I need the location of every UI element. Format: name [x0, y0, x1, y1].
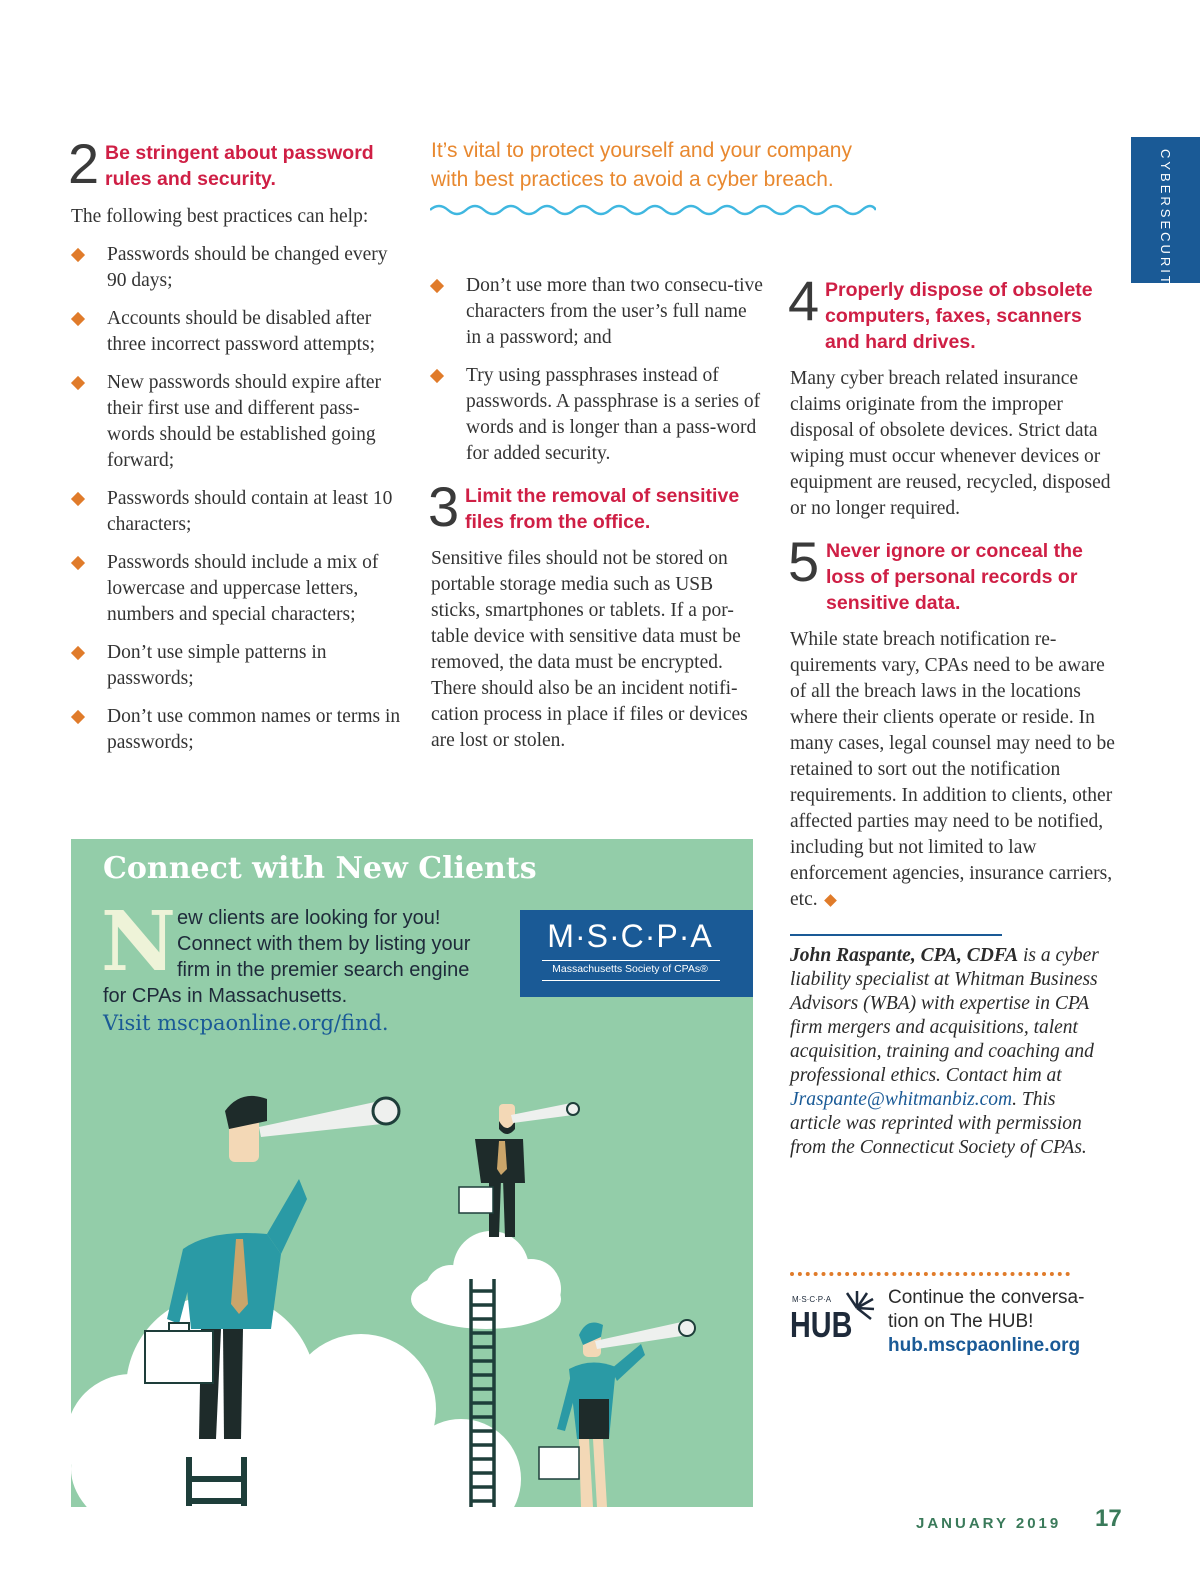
list-item-text: New passwords should expire after their first use and different pass-words should be established going forward; [107, 372, 382, 471]
pull-quote-line: It’s vital to protect yourself and your company [431, 139, 852, 162]
section-2-heading-line: rules and security. [105, 168, 276, 190]
list-item [71, 306, 406, 358]
list-item [71, 370, 406, 474]
section-tab [1131, 137, 1200, 299]
list-item-text: Passwords should contain at least 10 characters; [107, 488, 393, 535]
section-4-number: 4 [788, 269, 820, 332]
section-2-number: 2 [68, 132, 100, 195]
pull-quote [431, 136, 951, 194]
section-4-heading-line: computers, faxes, scanners [825, 305, 1082, 327]
hub-burst-icon [838, 1289, 876, 1327]
list-item-text: Passwords should be changed every 90 days; [107, 244, 388, 291]
wave-divider [430, 200, 876, 220]
section-4-heading-line: Properly dispose of obsolete [825, 279, 1093, 301]
pull-quote-line: with best practices to avoid a cyber breach. [431, 168, 834, 191]
page-number: 17 [1095, 1505, 1122, 1532]
author-bio [790, 944, 1110, 1160]
diamond-bullet-icon [71, 376, 85, 390]
hub-logo [790, 1287, 880, 1347]
diamond-bullet-icon [71, 492, 85, 506]
list-item-text: Don’t use simple patterns in passwords; [107, 642, 327, 689]
list-item [71, 704, 406, 756]
dropcap-spacer [103, 905, 177, 983]
section-5-body-text: While state breach notification re-quirements vary, CPAs need to be aware of all the breach laws in the locations where their clients operate or reside. In many cases, legal counsel may need to be retained to sort out the notification requirements. In addition to clients, other affected parties may need to be notified, including but not limited to law enforcement agencies, insurance carriers, etc. [790, 629, 1115, 910]
diamond-bullet-icon [430, 369, 444, 383]
mscpa-logo-main: M·S·C·P·A [547, 918, 713, 954]
businesswoman-icon [539, 1320, 695, 1507]
section-2-intro: The following best practices can help: [71, 206, 369, 227]
section-3-number: 3 [428, 475, 460, 538]
section-2-bullet-list [71, 242, 406, 768]
diamond-bullet-icon [71, 312, 85, 326]
hub-logo-small: M·S·C·P·A [792, 1295, 832, 1304]
mscpa-logo-sub: Massachusetts Society of CPAs® [552, 963, 708, 975]
footer-issue: JANUARY 2019 [916, 1515, 1062, 1532]
diamond-bullet-icon [430, 279, 444, 293]
hub-text-line: tion on The HUB! [888, 1311, 1034, 1332]
section-5-number: 5 [788, 530, 820, 593]
hub-text-line: Continue the conversa- [888, 1287, 1085, 1308]
section-3-heading-line: files from the office. [465, 511, 651, 533]
section-tab-label: CYBERSECURITY [1158, 149, 1173, 299]
ad-find-link[interactable]: Visit mscpaonline.org/find. [103, 1011, 389, 1035]
ad-illustration [71, 1059, 753, 1507]
hub-logo-big: HUB [790, 1304, 853, 1345]
section-5-heading [826, 538, 1126, 616]
list-item-text: Accounts should be disabled after three incorrect password attempts; [107, 308, 376, 355]
bio-divider [790, 934, 1002, 936]
author-bio-text-2: . This article was reprinted with permission from the Connecticut Society of CPAs. [790, 1089, 1087, 1158]
section-4-heading [825, 277, 1125, 355]
list-item-text: Don’t use more than two consecu-tive characters from the user’s full name in a password; and [466, 275, 763, 348]
diamond-bullet-icon [71, 248, 85, 262]
hub-link[interactable]: hub.mscpaonline.org [888, 1335, 1081, 1356]
list-item-text: Passwords should include a mix of lowercase and uppercase letters, numbers and special characters; [107, 552, 379, 625]
end-mark-icon [825, 894, 838, 907]
section-4-body: Many cyber breach related insurance claims originate from the improper disposal of obsolete devices. Strict data wiping must occur whenever devices or equipment are reused, recycled, disposed or no longer required. [790, 368, 1111, 519]
author-bio-text: is a cyber liability specialist at Whitman Business Advisors (WBA) with expertise in CPA firm mergers and acquisitions, talent acquisition, training and coaching and professional ethics. Contact him at [790, 945, 1099, 1086]
list-item [71, 550, 406, 628]
list-item [71, 640, 406, 692]
ad-title: Connect with New Clients [103, 851, 537, 886]
section-3-heading [465, 483, 775, 535]
diamond-bullet-icon [71, 556, 85, 570]
list-item [71, 486, 406, 538]
diamond-bullet-icon [71, 646, 85, 660]
list-item-text: Don’t use common names or terms in passwords; [107, 706, 401, 753]
list-item-text: Try using passphrases instead of passwords. A passphrase is a series of words and is longer than a pass-word for added security. [466, 365, 761, 464]
section-2-heading [105, 140, 425, 192]
section-5-heading-line: loss of personal records or [826, 566, 1078, 588]
section-5-heading-line: Never ignore or conceal the [826, 540, 1083, 562]
section-3-body: Sensitive files should not be stored on portable storage media such as USB sticks, smartphones or tablets. If a por-table device with sensitive data must be removed, the data must be encrypted. There should also be an incident notifi-cation process in place if files or devices are lost or stolen. [431, 548, 748, 751]
author-name: John Raspante, CPA, CDFA [790, 945, 1019, 966]
section-3-heading-line: Limit the removal of sensitive [465, 485, 740, 507]
section-5-heading-line: sensitive data. [826, 592, 961, 614]
diamond-bullet-icon [71, 710, 85, 724]
hub-dotted-rule [790, 1272, 1070, 1276]
section-5-body [790, 627, 1125, 913]
cloud-middle-icon [411, 1231, 561, 1329]
list-item [430, 363, 765, 467]
ad-panel [71, 839, 753, 1507]
mscpa-logo-rule-2 [542, 980, 720, 981]
list-item [71, 242, 406, 294]
ad-body-text: ew clients are looking for you! Connect with them by listing your firm in the premier search engine for CPAs in Massachusetts. [103, 907, 471, 1007]
list-item [430, 273, 765, 351]
middle-bullet-list [430, 273, 765, 479]
author-email-link[interactable]: Jraspante@whitmanbiz.com [790, 1089, 1013, 1110]
ad-body [103, 905, 475, 1009]
ad-dropcap: N [101, 894, 176, 990]
businessman-small-icon [459, 1103, 579, 1237]
hub-text [888, 1286, 1118, 1358]
section-2-heading-line: Be stringent about password [105, 142, 374, 164]
section-4-heading-line: and hard drives. [825, 331, 976, 353]
mscpa-logo[interactable] [520, 910, 753, 997]
mscpa-logo-rule [542, 960, 720, 961]
